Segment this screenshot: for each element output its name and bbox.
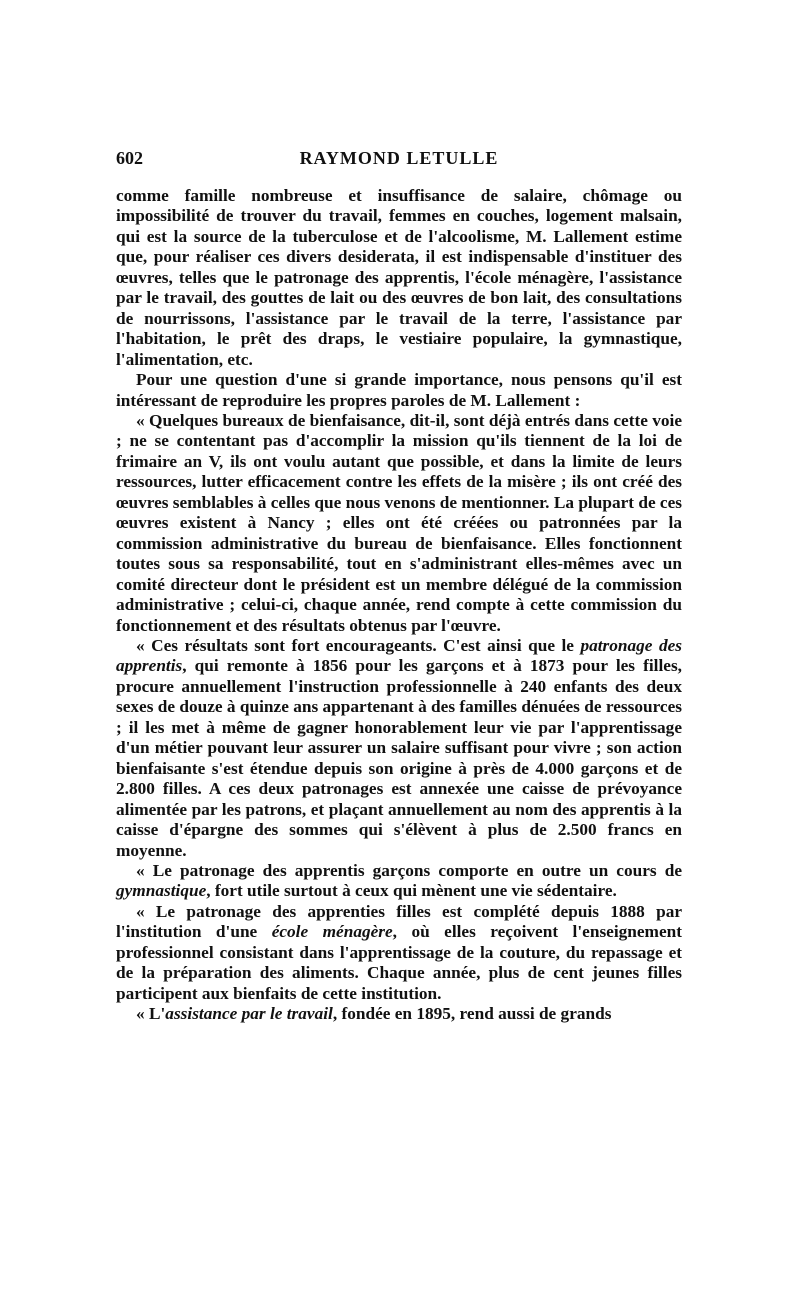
italic-phrase: assistance par le travail — [165, 1004, 333, 1024]
italic-phrase: patronage des apprentis — [116, 635, 682, 676]
running-head: RAYMOND LETULLE — [299, 148, 499, 168]
text-run: « Quelques bureaux de bienfaisance, dit-il, sont déjà entrés dans cette voie ; ne se contentant pas d'accomplir la mission qu'ils tiennent de la loi de frimaire an V, ils ont voulu autant que possible, et dans la limite de leurs ressources, lutter efficacement contre les effets de la misère ; ils ont créé des œuvres semblables à celles que nous venons de mentionner. La plupart de ces œuvres existent à Nancy ; elles ont été créées ou patronnées par la commission administrative du bureau de bienfaisance. Elles fonctionnent toutes sous sa responsabilité, tout en s'administrant elles-mêmes avec un comité directeur dont le président est un membre délégué de la commission administrative ; celui-ci, chaque année, rend compte à cette commission du fonctionnement et des résultats obtenus par l'œuvre. — [116, 410, 683, 635]
italic-phrase: école ménagère — [271, 922, 393, 942]
body-text — [116, 186, 682, 1025]
text-run: Pour une question d'une si grande importance, nous pensons qu'il est intéressant de reproduire les propres paroles de M. Lallement : — [116, 370, 682, 410]
text-run: , qui remonte à 1856 pour les garçons et à 1873 pour les filles, procure annuellement l'instruction professionnelle à 240 enfants des deux sexes de douze à quinze ans appartenant à des familles dénuées de ressources ; il les met à même de gagner honorablement leur vie par l'apprentissage d'un métier pouvant leur assurer un salaire suffisant pour vivre ; son action bienfaisante s'est étendue depuis son origine à près de 4.000 garçons et de 2.800 filles. A ces deux patronages est annexée une caisse de prévoyance alimentée par les patrons, et plaçant annuellement au nom des apprentis à la caisse d'épargne des sommes qui s'élèvent à plus de 2.500 francs en moyenne. — [116, 656, 682, 860]
paragraph-p2 — [116, 370, 682, 411]
paragraph-p7 — [116, 1004, 682, 1024]
italic-phrase: gymnastique — [116, 881, 207, 901]
paragraph-p5 — [116, 861, 682, 902]
paragraph-p4 — [116, 636, 682, 861]
text-run: « Le patronage des apprentis garçons comporte en outre un cours de — [136, 860, 682, 880]
text-run: , fondée en 1895, rend aussi de grands — [332, 1004, 612, 1024]
paragraph-p6 — [116, 902, 682, 1004]
text-run: « L' — [136, 1004, 166, 1024]
paragraph-p3 — [116, 411, 682, 636]
text-run: comme famille nombreuse et insuffisance de salaire, chômage ou impossibilité de trouver du travail, femmes en couches, logement malsain, qui est la source de la tuberculose et de l'alcoolisme, M. Lallement estime que, pour réaliser ces divers desiderata, il est indispensable d'instituer des œuvres, telles que le patronage des apprentis, l'école ménagère, l'assistance par le travail, des gouttes de lait ou des œuvres de bon lait, des consultations de nourrissons, l'assistance par le travail de la terre, l'assistance par l'habitation, le prêt des draps, le vestiaire populaire, la gymnastique, l'alimentation, etc. — [116, 186, 682, 369]
page-header — [116, 148, 682, 174]
text-run: , où elles reçoivent l'enseignement professionnel consistant dans l'apprentissage de la couture, du repassage et de la préparation des aliments. Chaque année, plus de cent jeunes filles participent aux bienfaits de cette institution. — [116, 922, 682, 1003]
text-run: « Le patronage des apprenties filles est complété depuis 1888 par l'institution d'une — [116, 901, 682, 942]
paragraph-p1 — [116, 186, 682, 370]
page-number: 602 — [116, 148, 143, 168]
text-run: « Ces résultats sont fort encourageants. C'est ainsi que le — [136, 635, 581, 655]
text-run: , fort utile surtout à ceux qui mènent une vie sédentaire. — [206, 881, 617, 901]
